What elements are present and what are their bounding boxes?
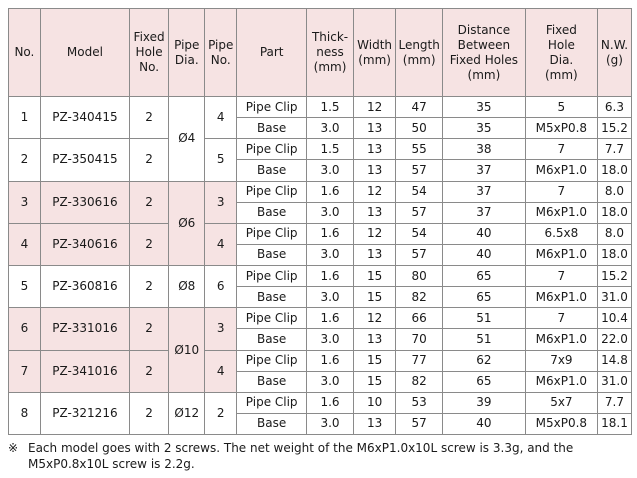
cell-distance: 51 <box>443 329 526 350</box>
cell-length: 54 <box>396 223 443 244</box>
cell-nw: 7.7 <box>597 392 631 413</box>
header-n-w-g <box>597 9 631 97</box>
cell-distance: 37 <box>443 160 526 181</box>
cell-no: 7 <box>9 350 41 392</box>
cell-model: PZ-321216 <box>40 392 129 434</box>
header-line: Dia. <box>174 52 199 67</box>
cell-thickness: 3.0 <box>307 202 354 223</box>
cell-hole-dia: 5x7 <box>525 392 597 413</box>
footnote-line-1 <box>8 440 632 456</box>
cell-width: 13 <box>353 244 395 265</box>
cell-length: 70 <box>396 329 443 350</box>
cell-nw: 31.0 <box>597 287 631 308</box>
cell-thickness: 1.6 <box>307 308 354 329</box>
cell-part: Base <box>237 371 307 392</box>
cell-nw: 6.3 <box>597 97 631 118</box>
header-thick-ness-mm <box>307 9 354 97</box>
cell-width: 13 <box>353 202 395 223</box>
header-line: Distance <box>457 22 511 37</box>
header-line: Fixed <box>133 30 165 44</box>
table-row <box>9 223 632 244</box>
header-length-mm <box>396 9 443 97</box>
cell-pipe-no: 6 <box>205 266 237 308</box>
cell-nw: 18.1 <box>597 413 631 434</box>
cell-model: PZ-340415 <box>40 97 129 139</box>
cell-width: 13 <box>353 329 395 350</box>
header-line: (mm) <box>313 60 347 74</box>
cell-pipe-no: 4 <box>205 223 237 265</box>
cell-no: 6 <box>9 308 41 350</box>
cell-part: Base <box>237 244 307 265</box>
cell-no: 1 <box>9 97 41 139</box>
header-line: ness <box>316 45 344 59</box>
cell-length: 57 <box>396 413 443 434</box>
header-width-mm <box>353 9 395 97</box>
cell-distance: 40 <box>443 223 526 244</box>
cell-width: 15 <box>353 266 395 287</box>
cell-fixed-hole-no: 2 <box>129 350 168 392</box>
cell-hole-dia: M6xP1.0 <box>525 202 597 223</box>
header-line: Part <box>259 45 284 59</box>
cell-part: Base <box>237 287 307 308</box>
cell-distance: 35 <box>443 97 526 118</box>
header-line: Thick- <box>311 30 349 44</box>
header-line: Hole <box>547 37 575 52</box>
cell-width: 12 <box>353 181 395 202</box>
cell-pipe-dia: Ø4 <box>169 97 205 182</box>
cell-fixed-hole-no: 2 <box>129 392 168 434</box>
cell-distance: 65 <box>443 287 526 308</box>
cell-hole-dia: M6xP1.0 <box>525 329 597 350</box>
cell-length: 57 <box>396 244 443 265</box>
cell-distance: 35 <box>443 118 526 139</box>
header-model <box>40 9 129 97</box>
table-body <box>9 97 632 435</box>
cell-nw: 10.4 <box>597 308 631 329</box>
cell-width: 15 <box>353 350 395 371</box>
header-line: Pipe <box>174 37 200 52</box>
header-line: Length <box>398 37 440 52</box>
cell-pipe-no: 4 <box>205 350 237 392</box>
header-pipe-no <box>205 9 237 97</box>
footnote <box>8 440 632 472</box>
footnote-text-1: Each model goes with 2 screws. The net weight of the M6xP1.0x10L screw is 3.3g, and the <box>28 441 574 455</box>
cell-pipe-dia: Ø10 <box>169 308 205 393</box>
cell-hole-dia: 7 <box>525 181 597 202</box>
cell-nw: 18.0 <box>597 244 631 265</box>
cell-distance: 38 <box>443 139 526 160</box>
cell-width: 13 <box>353 413 395 434</box>
table-row <box>9 308 632 329</box>
note-mark: ※ <box>8 441 19 455</box>
cell-hole-dia: 7 <box>525 308 597 329</box>
header-line: N.W. <box>600 37 629 52</box>
cell-hole-dia: 7x9 <box>525 350 597 371</box>
cell-length: 82 <box>396 371 443 392</box>
cell-model: PZ-360816 <box>40 266 129 308</box>
header-line: Fixed Holes <box>449 52 519 67</box>
footnote-line-2: M5xP0.8x10L screw is 2.2g. <box>28 457 195 471</box>
header-line: (mm) <box>545 67 578 82</box>
cell-hole-dia: M6xP1.0 <box>525 244 597 265</box>
table-row <box>9 392 632 413</box>
header-no <box>9 9 41 97</box>
cell-pipe-dia: Ø6 <box>169 181 205 266</box>
cell-pipe-no: 3 <box>205 181 237 223</box>
cell-nw: 14.8 <box>597 350 631 371</box>
cell-length: 57 <box>396 202 443 223</box>
header-line: Fixed <box>545 22 577 37</box>
cell-width: 15 <box>353 371 395 392</box>
cell-thickness: 1.5 <box>307 97 354 118</box>
header-fixed-hole-no <box>129 9 168 97</box>
cell-distance: 65 <box>443 371 526 392</box>
cell-part: Base <box>237 329 307 350</box>
header-line: Model <box>66 45 103 59</box>
cell-part: Pipe Clip <box>237 97 307 118</box>
cell-hole-dia: M5xP0.8 <box>525 413 597 434</box>
cell-nw: 18.0 <box>597 160 631 181</box>
header-line: Hole <box>135 45 163 59</box>
cell-part: Pipe Clip <box>237 308 307 329</box>
cell-length: 77 <box>396 350 443 371</box>
cell-part: Base <box>237 413 307 434</box>
cell-no: 2 <box>9 139 41 181</box>
cell-thickness: 3.0 <box>307 371 354 392</box>
cell-pipe-dia: Ø12 <box>169 392 205 434</box>
cell-length: 55 <box>396 139 443 160</box>
cell-no: 5 <box>9 266 41 308</box>
table-row <box>9 97 632 118</box>
cell-pipe-no: 4 <box>205 97 237 139</box>
cell-no: 4 <box>9 223 41 265</box>
cell-nw: 15.2 <box>597 266 631 287</box>
table-row <box>9 181 632 202</box>
cell-model: PZ-350415 <box>40 139 129 181</box>
cell-nw: 8.0 <box>597 223 631 244</box>
cell-fixed-hole-no: 2 <box>129 308 168 350</box>
cell-length: 53 <box>396 392 443 413</box>
cell-width: 12 <box>353 308 395 329</box>
cell-distance: 65 <box>443 266 526 287</box>
cell-part: Pipe Clip <box>237 181 307 202</box>
header-line: Width <box>357 37 393 52</box>
cell-width: 15 <box>353 287 395 308</box>
table-row <box>9 350 632 371</box>
cell-thickness: 3.0 <box>307 287 354 308</box>
cell-part: Pipe Clip <box>237 266 307 287</box>
cell-model: PZ-330616 <box>40 181 129 223</box>
cell-pipe-no: 3 <box>205 308 237 350</box>
cell-length: 66 <box>396 308 443 329</box>
header-fixed-hole-dia-mm <box>525 9 597 97</box>
header-line: No. <box>14 45 35 59</box>
cell-nw: 7.7 <box>597 139 631 160</box>
cell-width: 12 <box>353 97 395 118</box>
cell-hole-dia: 6.5x8 <box>525 223 597 244</box>
header-line: (mm) <box>402 52 436 67</box>
header-line: (mm) <box>358 52 391 67</box>
header-distance-between-fixed-holes-mm <box>443 9 526 97</box>
cell-thickness: 3.0 <box>307 118 354 139</box>
cell-nw: 18.0 <box>597 202 631 223</box>
cell-width: 13 <box>353 118 395 139</box>
cell-hole-dia: 5 <box>525 97 597 118</box>
header-part <box>237 9 307 97</box>
cell-hole-dia: M5xP0.8 <box>525 118 597 139</box>
header-line: (g) <box>605 52 623 67</box>
cell-model: PZ-331016 <box>40 308 129 350</box>
cell-part: Pipe Clip <box>237 350 307 371</box>
cell-part: Base <box>237 202 307 223</box>
cell-width: 10 <box>353 392 395 413</box>
cell-length: 57 <box>396 160 443 181</box>
cell-distance: 51 <box>443 308 526 329</box>
cell-thickness: 1.6 <box>307 392 354 413</box>
cell-part: Pipe Clip <box>237 392 307 413</box>
cell-width: 13 <box>353 160 395 181</box>
cell-fixed-hole-no: 2 <box>129 181 168 223</box>
header-line: (mm) <box>467 67 501 82</box>
cell-part: Base <box>237 160 307 181</box>
cell-thickness: 1.5 <box>307 139 354 160</box>
cell-distance: 40 <box>443 413 526 434</box>
cell-hole-dia: M6xP1.0 <box>525 371 597 392</box>
cell-pipe-no: 2 <box>205 392 237 434</box>
cell-model: PZ-340616 <box>40 223 129 265</box>
cell-thickness: 3.0 <box>307 329 354 350</box>
table-row <box>9 139 632 160</box>
cell-length: 54 <box>396 181 443 202</box>
cell-pipe-no: 5 <box>205 139 237 181</box>
cell-distance: 40 <box>443 244 526 265</box>
cell-thickness: 1.6 <box>307 181 354 202</box>
header-line: No. <box>210 52 231 67</box>
table-row <box>9 266 632 287</box>
header-row <box>9 9 632 97</box>
cell-nw: 15.2 <box>597 118 631 139</box>
cell-no: 8 <box>9 392 41 434</box>
cell-nw: 8.0 <box>597 181 631 202</box>
cell-distance: 37 <box>443 202 526 223</box>
cell-part: Pipe Clip <box>237 223 307 244</box>
cell-length: 82 <box>396 287 443 308</box>
cell-hole-dia: 7 <box>525 139 597 160</box>
cell-distance: 39 <box>443 392 526 413</box>
cell-length: 50 <box>396 118 443 139</box>
cell-nw: 31.0 <box>597 371 631 392</box>
cell-fixed-hole-no: 2 <box>129 97 168 139</box>
cell-thickness: 1.6 <box>307 266 354 287</box>
cell-length: 47 <box>396 97 443 118</box>
cell-nw: 22.0 <box>597 329 631 350</box>
cell-pipe-dia: Ø8 <box>169 266 205 308</box>
cell-model: PZ-341016 <box>40 350 129 392</box>
header-line: No. <box>139 60 160 74</box>
cell-thickness: 1.6 <box>307 223 354 244</box>
header-line: Dia. <box>549 52 574 67</box>
cell-no: 3 <box>9 181 41 223</box>
cell-width: 13 <box>353 139 395 160</box>
cell-distance: 62 <box>443 350 526 371</box>
cell-fixed-hole-no: 2 <box>129 139 168 181</box>
cell-thickness: 3.0 <box>307 160 354 181</box>
header-line: Between <box>457 37 511 52</box>
cell-thickness: 1.6 <box>307 350 354 371</box>
cell-width: 12 <box>353 223 395 244</box>
spec-table <box>8 8 632 435</box>
header-line: Pipe <box>208 37 234 52</box>
cell-length: 80 <box>396 266 443 287</box>
cell-thickness: 3.0 <box>307 413 354 434</box>
cell-fixed-hole-no: 2 <box>129 223 168 265</box>
cell-part: Base <box>237 118 307 139</box>
cell-hole-dia: 7 <box>525 266 597 287</box>
cell-thickness: 3.0 <box>307 244 354 265</box>
cell-hole-dia: M6xP1.0 <box>525 287 597 308</box>
header-pipe-dia <box>169 9 205 97</box>
cell-hole-dia: M6xP1.0 <box>525 160 597 181</box>
cell-part: Pipe Clip <box>237 139 307 160</box>
cell-fixed-hole-no: 2 <box>129 266 168 308</box>
cell-distance: 37 <box>443 181 526 202</box>
